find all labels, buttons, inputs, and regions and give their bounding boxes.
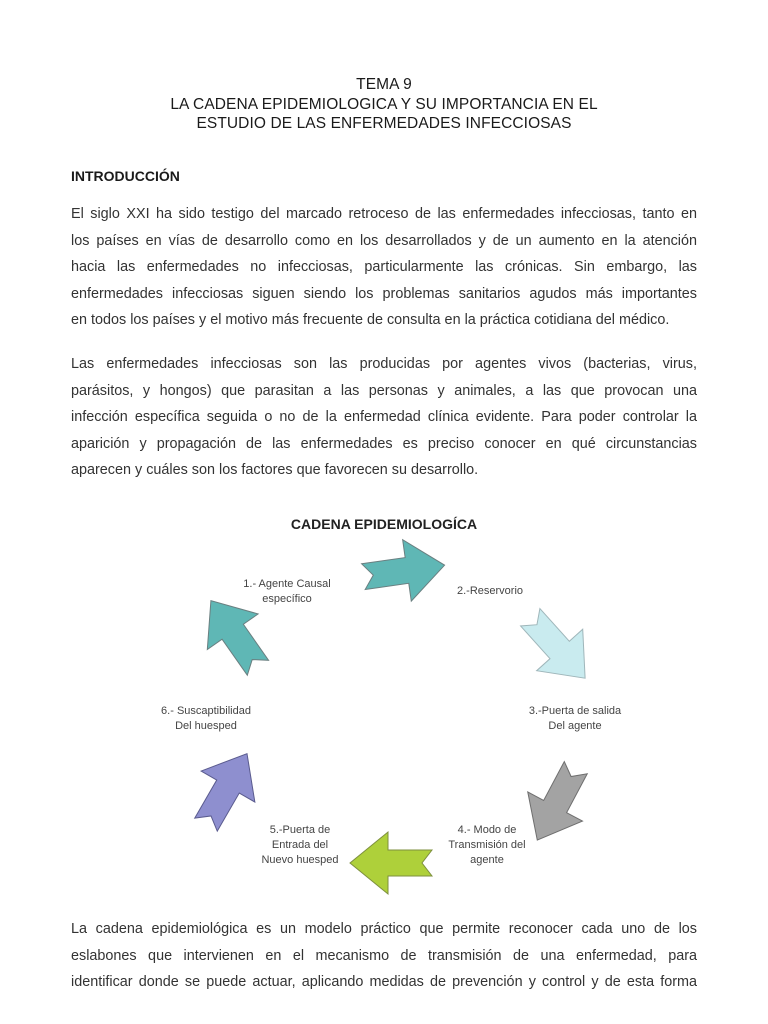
arrow-3-puerta-de-salida [507,597,608,699]
title-line-3: ESTUDIO DE LAS ENFERMEDADES INFECCIOSAS [196,115,572,132]
step-label-4: 4.- Modo de Transmisión del agente [448,824,526,866]
paragraph-1-line: El siglo XXI ha sido testigo del marcado retroceso de las enfermedades infecciosas, tanto en [71,206,697,222]
paragraph-2-line: infección específica seguida o no de la enfermedad clínica evidente. Para poder controlar la [71,409,697,426]
paragraph-1-line: hacia las enfermedades no infecciosas, particularmente las crónicas. Sin embargo, las [71,259,697,276]
paragraph-2-line: aparecen y cuáles son los factores que favorecen su desarrollo. [71,462,479,479]
paragraph-2-line: parásitos, y hongos) que parasitan a las personas y animales, a las que provocan una [71,382,697,399]
paragraph-3-line: eslabones que intervienen en el mecanismo de transmisión de una enfermedad, para [71,947,697,964]
paragraph-3-line: identificar donde se puede actuar, aplicando medidas de prevención y control y de esta forma [71,974,697,991]
paragraph-1-line: los países en vías de desarrollo como en los desarrollados y de un aumento en la atención [71,232,697,249]
paragraph-2-line: Las enfermedades infecciosas son las producidas por agentes vivos (bacterias, virus, [71,356,697,372]
title-line-2: LA CADENA EPIDEMIOLOGICA Y SU IMPORTANCIA EN EL [170,96,598,113]
step-label-1: 1.- Agente Causal específico [243,578,331,605]
paragraph-1-line: en todos los países y el motivo más frecuente de consulta en la práctica cotidiana del médico. [71,312,670,329]
step-label-5: 5.-Puerta de Entrada del Nuevo huesped [261,824,339,866]
paragraph-3-line: La cadena epidemiológica es un modelo práctico que permite reconocer cada uno de los [71,921,697,937]
paragraph-1-line: enfermedades infecciosas siguen siendo los problemas sanitarios agudos más importantes [71,285,697,302]
arrow-5-puerta-de-entrada [350,832,432,894]
step-label-2: 2.-Reservorio [456,585,524,597]
paragraph-2-line: aparición y propagación de las enfermedades es preciso conocer en qué circunstancias [71,435,697,452]
paragraph-3 [71,916,697,996]
step-label-3: 3.-Puerta de salida Del agente [528,705,622,732]
diagram-title: CADENA EPIDEMIOLOGÍCA [290,516,478,532]
arrow-2-reservorio [359,534,449,607]
title-line-1: TEMA 9 [356,76,412,93]
section-heading-introduccion: INTRODUCCIÓN [71,168,180,184]
step-label-6: 6.- Suscaptibilidad Del huesped [161,705,251,732]
